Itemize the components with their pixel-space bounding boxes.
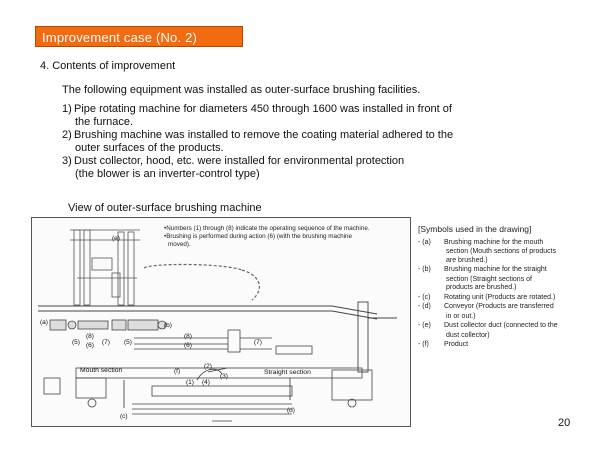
list-item-text: Pipe rotating machine for diameters 450 through 1600 was installed in front of	[74, 103, 452, 115]
list-item-number: 1)	[62, 103, 72, 115]
step-5: (5)	[72, 339, 80, 346]
legend-entry	[418, 303, 590, 312]
legend-key: - (b)	[418, 266, 431, 273]
step-7: (7)	[102, 339, 110, 346]
section-heading: 4. Contents of improvement	[40, 60, 176, 72]
diagram-note: •Brushing is performed during action (6) (with the brushing machine	[164, 233, 353, 240]
list-item	[62, 155, 453, 168]
brushing-machines	[50, 320, 166, 330]
step-2: (2)	[204, 363, 212, 370]
step-6: (6)	[184, 342, 192, 349]
diagram-note: moved).	[168, 241, 191, 248]
legend-text: Dust collector duct (connected to the	[444, 322, 558, 329]
step-4: (4)	[202, 379, 210, 386]
legend-text: Conveyor (Products are transferred	[444, 303, 554, 310]
machine-diagram	[31, 217, 411, 427]
improvement-list	[62, 103, 453, 181]
legend-title: [Symbols used in the drawing]	[418, 224, 532, 234]
legend-text: Brushing machine for the straight	[444, 266, 547, 273]
legend-text-more: are brushed.)	[446, 256, 488, 264]
page-number: 20	[558, 417, 571, 429]
legend-text-more: dust collector)	[446, 331, 490, 339]
list-item-text: Brushing machine was installed to remove the coating material adhered to the	[74, 129, 454, 141]
step-5: (5)	[124, 339, 132, 346]
list-item-number: 2)	[62, 129, 72, 141]
list-item-text: Dust collector, hood, etc. were installed for environmental protection	[74, 155, 405, 167]
diagram-note: •Numbers (1) through (8) indicate the operating sequence of the machine.	[164, 225, 370, 232]
list-item-continuation: outer surfaces of the products.	[75, 142, 224, 154]
straight-section-label: Straight section	[264, 369, 311, 376]
legend-entry	[418, 341, 590, 350]
slide-title: Improvement case (No. 2)	[35, 26, 243, 47]
chain-loop	[144, 264, 259, 300]
duct-towers	[70, 230, 140, 305]
intro-text: The following equipment was installed as outer-surface brushing facilities.	[62, 84, 421, 96]
legend-entry	[418, 322, 590, 331]
legend-text: Rotating unit (Products are rotated.)	[444, 293, 556, 301]
legend-text-more: section (Mouth sections of products	[446, 248, 557, 255]
list-item-continuation: (the blower is an inverter-control type)	[75, 168, 260, 180]
legend-entry	[418, 239, 590, 248]
step-6: (6)	[86, 342, 94, 349]
step-1: (1)	[186, 379, 194, 386]
legend-text: Brushing machine for the mouth	[444, 238, 544, 246]
legend-text: Product	[444, 341, 469, 348]
list-item-continuation: the furnace.	[75, 116, 134, 128]
legend-text-more: section (Straight sections of	[446, 275, 532, 283]
legend-text-more: in or out.)	[446, 312, 476, 320]
legend-text-more: products are brushed.)	[446, 284, 517, 291]
legend-entry	[418, 294, 590, 303]
legend-key: - (f)	[418, 341, 429, 348]
step-8: (8)	[86, 333, 94, 340]
label-c: (c)	[120, 413, 128, 420]
label-b: (b)	[164, 322, 172, 329]
step-7: (7)	[254, 339, 262, 346]
legend-key: - (e)	[418, 322, 431, 329]
list-item	[62, 103, 453, 116]
mouth-section-label: Mouth section	[80, 367, 123, 374]
legend-entry	[418, 266, 590, 275]
label-f: (f)	[174, 368, 181, 375]
step-8: (8)	[184, 333, 192, 340]
label-a: (a)	[40, 319, 48, 326]
legend-key: - (a)	[418, 238, 431, 246]
label-d: (d)	[287, 407, 295, 414]
legend-key: - (d)	[418, 303, 431, 310]
product-pipes	[134, 330, 272, 352]
machine-drawing	[32, 218, 411, 427]
legend-key: - (c)	[418, 293, 431, 301]
list-item-number: 3)	[62, 155, 72, 167]
symbols-legend	[418, 225, 590, 351]
diagram-caption: View of outer-surface brushing machine	[68, 202, 262, 214]
label-e: (e)	[112, 235, 120, 242]
list-item	[62, 129, 453, 142]
step-3: (3)	[220, 373, 228, 380]
